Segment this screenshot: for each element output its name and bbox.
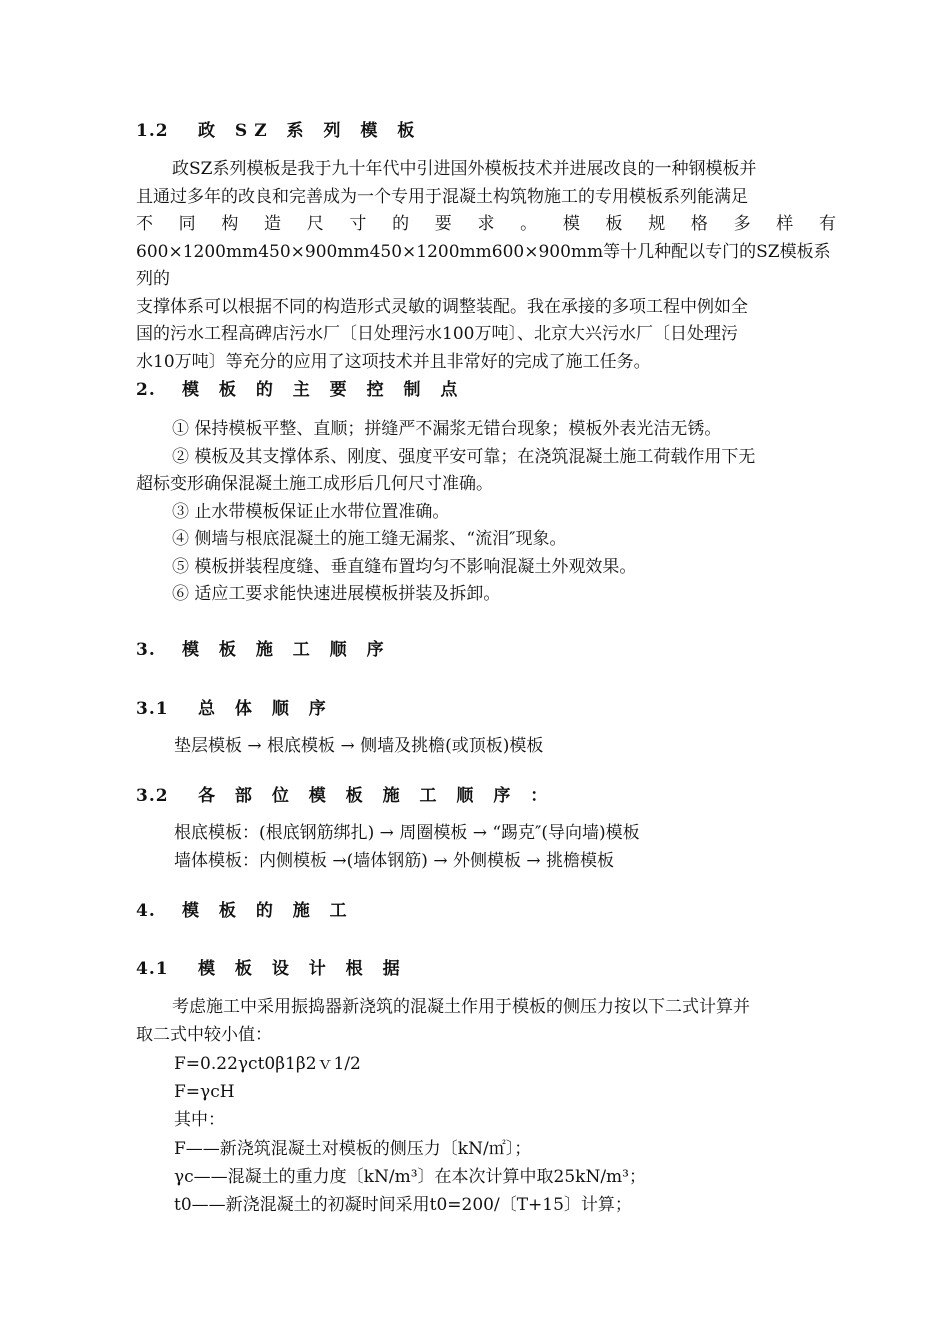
heading-3-2 — [136, 781, 554, 806]
formula-1: F=0.22γct0β1β2ｖ1/2 — [174, 1054, 361, 1074]
formula-2: F=γcH — [174, 1082, 235, 1102]
list-item: ⑤ 模板拼装程度缝、垂直缝布置均匀不影响混凝土外观效果。 — [172, 556, 637, 577]
definition-t0: t0——新浇混凝土的初凝时间采用t0=200/〔T+15〕计算； — [174, 1195, 632, 1215]
wall-sequence: 墙体模板：内侧模板 →(墙体钢筋) → 外侧模板 → 挑檐模板 — [174, 851, 615, 871]
paragraph-sz-templates — [136, 156, 836, 376]
list-item-continuation: 超标变形确保混凝土施工成形后几何尺寸准确。 — [136, 474, 493, 494]
heading-4 — [136, 896, 354, 921]
heading-title: 模 板 的 施 工 — [182, 901, 354, 921]
heading-title: 模 板 的 主 要 控 制 点 — [182, 380, 465, 400]
overall-sequence: 垫层模板 → 根底模板 → 侧墙及挑檐(或顶板)模板 — [174, 736, 544, 756]
heading-4-1 — [136, 954, 407, 979]
definition-gamma-c: γc——混凝土的重力度〔kN/m³〕在本次计算中取25kN/m³； — [174, 1167, 646, 1187]
list-item: ③ 止水带模板保证止水带位置准确。 — [172, 501, 450, 522]
paragraph-line: 考虑施工中采用振捣器新浇筑的混凝土作用于模板的侧压力按以下二式计算并 — [172, 997, 750, 1017]
heading-title: 各 部 位 模 板 施 工 顺 序 ： — [198, 786, 555, 806]
heading-1-2 — [136, 116, 421, 141]
list-item: ② 模板及其支撑体系、刚度、强度平安可靠；在浇筑混凝土施工荷载作用下无 — [172, 446, 756, 467]
heading-number: 3.2 — [136, 786, 169, 806]
heading-title: 模 板 设 计 根 据 — [198, 959, 407, 979]
paragraph-line: 取二式中较小值： — [136, 1024, 272, 1045]
paragraph-line: 国的污水工程高碑店污水厂〔日处理污水100万吨〕、北京大兴污水厂〔日处理污 — [136, 324, 738, 344]
foundation-sequence: 根底模板：(根底钢筋绑扎) → 周圈模板 → “踢克″(导向墙)模板 — [174, 823, 640, 843]
heading-number: 3. — [136, 640, 156, 660]
heading-title: 总 体 顺 序 — [198, 699, 333, 719]
paragraph-line: 且通过多年的改良和完善成为一个专用于混凝土构筑物施工的专用模板系列能满足 — [136, 186, 748, 207]
heading-3-1 — [136, 694, 333, 719]
heading-title: 模 板 施 工 顺 序 — [182, 640, 391, 660]
where-label: 其中： — [174, 1110, 225, 1130]
heading-number: 1.2 — [136, 121, 169, 141]
heading-number: 2. — [136, 380, 156, 400]
heading-number: 4. — [136, 901, 156, 921]
design-basis-paragraph — [136, 994, 836, 1049]
heading-2 — [136, 375, 464, 400]
list-item: ⑥ 适应工要求能快速进展模板拼装及拆卸。 — [172, 584, 501, 604]
definition-f: F——新浇筑混凝土对模板的侧压力〔kN/㎡〕； — [174, 1139, 532, 1159]
paragraph-line: 政SZ系列模板是我于九十年代中引进国外模板技术并进展改良的一种钢模板并 — [172, 159, 757, 179]
paragraph-line: 600×1200mm450×900mm450×1200mm600×900mm等十几种配以专门的SZ模板系列的 — [136, 241, 831, 289]
paragraph-line: 水10万吨〕等充分的应用了这项技术并且非常好的完成了施工任务。 — [136, 351, 651, 372]
list-item: ④ 侧墙与根底混凝土的施工缝无漏浆、“流泪″现象。 — [172, 529, 567, 549]
heading-number: 4.1 — [136, 959, 169, 979]
paragraph-line: 不 同 构 造 尺 寸 的 要 求 。 模 板 规 格 多 样 有 — [136, 214, 836, 234]
heading-3 — [136, 635, 391, 660]
heading-number: 3.1 — [136, 699, 169, 719]
control-points-list — [136, 416, 836, 609]
paragraph-line: 支撑体系可以根据不同的构造形式灵敏的调整装配。我在承接的多项工程中例如全 — [136, 296, 748, 317]
heading-title: 政 SZ 系 列 模 板 — [198, 121, 422, 141]
list-item: ① 保持模板平整、直顺；拼缝严不漏浆无错台现象；模板外表光洁无锈。 — [172, 419, 722, 439]
